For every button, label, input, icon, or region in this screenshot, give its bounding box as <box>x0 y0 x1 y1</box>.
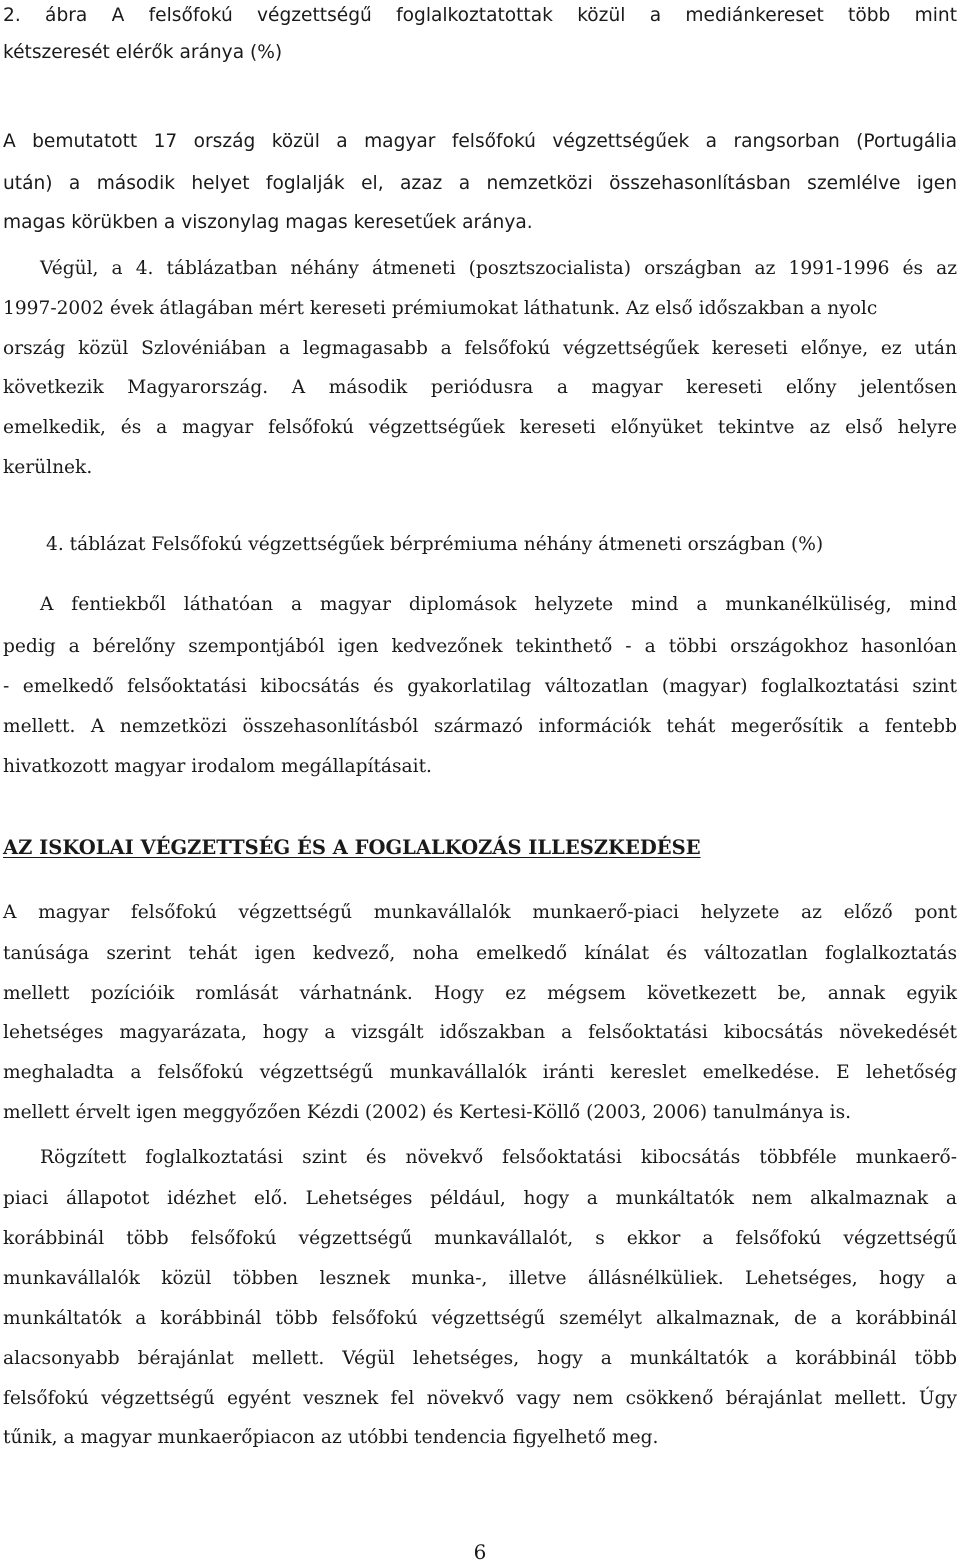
paragraph-3-line-4: mellett. A nemzetközi összehasonlításból származó információk tehát megerősítik a fentebb <box>3 716 957 737</box>
paragraph-1-line-3: magas körükben a viszonylag magas keresetűek aránya. <box>3 212 533 233</box>
paragraph-5-line-7: felsőfokú végzettségű egyént vesznek fel növekvő vagy nem csökkenő bérajánlat mellett. Úgy <box>3 1388 957 1409</box>
paragraph-2-line-1: Végül, a 4. táblázatban néhány átmeneti (posztszocialista) országban az 1991-1996 és az <box>40 258 957 279</box>
paragraph-1-line-2: után) a második helyet foglalják el, azaz a nemzetközi összehasonlításban szemlélve igen <box>3 173 957 194</box>
section-heading: AZ ISKOLAI VÉGZETTSÉG ÉS A FOGLALKOZÁS ILLESZKEDÉSE <box>3 836 701 859</box>
paragraph-4-line-2: tanúsága szerint tehát igen kedvező, noha emelkedő kínálat és változatlan foglalkoztatás <box>3 943 957 964</box>
paragraph-3-line-5: hivatkozott magyar irodalom megállapításait. <box>3 756 432 777</box>
paragraph-5-line-4: munkavállalók közül többen lesznek munka-, illetve állásnélküliek. Lehetséges, hogy a <box>3 1268 957 1289</box>
paragraph-2-line-5: emelkedik, és a magyar felsőfokú végzettségűek kereseti előnyüket tekintve az első helyre <box>3 417 957 438</box>
page-number: 6 <box>473 1540 487 1564</box>
figure-caption-line-2: kétszeresét elérők aránya (%) <box>3 42 283 63</box>
paragraph-5-line-8: tűnik, a magyar munkaerőpiacon az utóbbi tendencia figyelhető meg. <box>3 1427 659 1448</box>
paragraph-2-line-4: következik Magyarország. A második periódusra a magyar kereseti előny jelentősen <box>3 377 957 398</box>
paragraph-5-line-5: munkáltatók a korábbinál több felsőfokú végzettségű személyt alkalmaznak, de a korábbinál <box>3 1308 957 1329</box>
paragraph-4-line-5: meghaladta a felsőfokú végzettségű munkavállalók iránti kereslet emelkedése. E lehetőség <box>3 1062 957 1083</box>
paragraph-5-line-1: Rögzített foglalkoztatási szint és növekvő felsőoktatási kibocsátás többféle munkaerő- <box>40 1147 957 1168</box>
paragraph-4-line-4: lehetséges magyarázata, hogy a vizsgált időszakban a felsőoktatási kibocsátás növekedését <box>3 1022 957 1043</box>
paragraph-3-line-2: pedig a bérelőny szempontjából igen kedvezőnek tekinthető - a többi országokhoz hasonlóan <box>3 636 957 657</box>
table-caption: 4. táblázat Felsőfokú végzettségűek bérprémiuma néhány átmeneti országban (%) <box>46 534 824 555</box>
paragraph-5-line-6: alacsonyabb bérajánlat mellett. Végül lehetséges, hogy a munkáltatók a korábbinál több <box>3 1348 957 1369</box>
paragraph-5-line-2: piaci állapotot idézhet elő. Lehetséges például, hogy a munkáltatók nem alkalmaznak a <box>3 1188 957 1209</box>
paragraph-2-line-2: 1997-2002 évek átlagában mért kereseti prémiumokat láthatunk. Az első időszakban a nyolc <box>3 298 878 319</box>
paragraph-2-line-6: kerülnek. <box>3 457 93 478</box>
paragraph-2-line-3: ország közül Szlovéniában a legmagasabb a felsőfokú végzettségűek kereseti előnye, ez után <box>3 338 957 359</box>
paragraph-4-line-6: mellett érvelt igen meggyőzően Kézdi (2002) és Kertesi-Köllő (2003, 2006) tanulmánya is. <box>3 1102 852 1123</box>
paragraph-5-line-3: korábbinál több felsőfokú végzettségű munkavállalót, s ekkor a felsőfokú végzettségű <box>3 1228 957 1249</box>
paragraph-1-line-1: A bemutatott 17 ország közül a magyar felsőfokú végzettségűek a rangsorban (Portugália <box>3 131 957 152</box>
paragraph-3-line-1: A fentiekből láthatóan a magyar diplomások helyzete mind a munkanélküliség, mind <box>40 594 957 615</box>
figure-caption-line-1: 2. ábra A felsőfokú végzettségű foglalkoztatottak közül a mediánkereset több mint <box>3 5 957 26</box>
paragraph-3-line-3: - emelkedő felsőoktatási kibocsátás és gyakorlatilag változatlan (magyar) foglalkoztatási szint <box>3 676 957 697</box>
paragraph-4-line-3: mellett pozícióik romlását várhatnánk. Hogy ez mégsem következett be, annak egyik <box>3 983 957 1004</box>
paragraph-4-line-1: A magyar felsőfokú végzettségű munkavállalók munkaerő-piaci helyzete az előző pont <box>3 902 957 923</box>
